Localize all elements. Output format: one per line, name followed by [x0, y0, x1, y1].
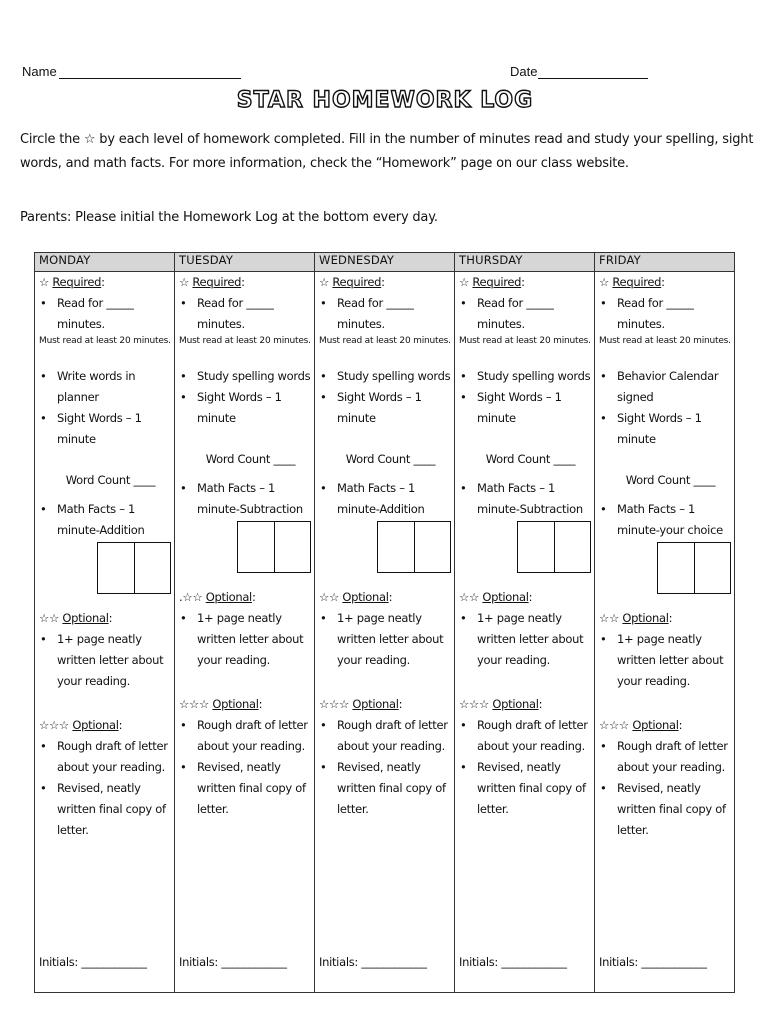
- letter-item: • 1+ page neatly written letter about your reading.: [55, 629, 174, 692]
- word-count-field[interactable]: Word Count ____: [625, 473, 716, 487]
- day-header: THURSDAY: [455, 253, 595, 272]
- math-facts-item: • Math Facts – 1 minute-your choice: [615, 499, 734, 541]
- letter-item: • 1+ page neatly written letter about your reading.: [615, 629, 734, 692]
- required-label: Required: [472, 275, 522, 289]
- reading-note: Must read at least 20 minutes.: [319, 336, 451, 346]
- word-count-field[interactable]: Word Count ____: [205, 452, 296, 466]
- read-minutes-item[interactable]: • Read for _____ minutes.: [335, 293, 454, 335]
- optional-2-stars[interactable]: ☆☆: [459, 590, 480, 604]
- required-list: [35, 293, 174, 335]
- optional-3-stars[interactable]: ☆☆☆: [39, 718, 70, 732]
- sight-words-item: • Sight Words – 1 minute: [335, 387, 454, 429]
- math-list: [595, 499, 734, 541]
- optional-3-stars[interactable]: ☆☆☆: [179, 697, 210, 711]
- optional-3-stars[interactable]: ☆☆☆: [459, 697, 490, 711]
- day-header: TUESDAY: [175, 253, 315, 272]
- final-copy-item: • Revised, neatly written final copy of letter.: [195, 757, 314, 820]
- score-boxes[interactable]: [377, 521, 451, 573]
- day-header: FRIDAY: [595, 253, 735, 272]
- optional-label: Optional: [632, 718, 679, 732]
- optional-3-list: [455, 715, 594, 820]
- day-columns-row: [35, 272, 735, 993]
- reading-note: Must read at least 20 minutes.: [599, 336, 731, 346]
- read-minutes-item[interactable]: • Read for _____ minutes.: [55, 293, 174, 335]
- task-item: • Behavior Calendar signed: [615, 366, 734, 408]
- name-field[interactable]: [22, 64, 241, 79]
- sight-words-item: • Sight Words – 1 minute: [475, 387, 594, 429]
- letter-item: • 1+ page neatly written letter about your reading.: [475, 608, 594, 671]
- final-copy-item: • Revised, neatly written final copy of letter.: [55, 778, 174, 841]
- task-list: [175, 366, 314, 429]
- reading-note: Must read at least 20 minutes.: [39, 336, 171, 346]
- optional-label: Optional: [352, 697, 399, 711]
- score-box[interactable]: [238, 522, 274, 572]
- task-list: [595, 366, 734, 450]
- required-stars[interactable]: ☆: [599, 275, 610, 289]
- optional-3-list: [175, 715, 314, 820]
- rough-draft-item: • Rough draft of letter about your reading.: [475, 715, 594, 757]
- sight-words-item: • Sight Words – 1 minute: [615, 408, 734, 450]
- optional-label: Optional: [72, 718, 119, 732]
- score-boxes[interactable]: [517, 521, 591, 573]
- optional-2-list: [175, 608, 314, 671]
- task-item: • Study spelling words: [475, 366, 594, 387]
- math-facts-item: • Math Facts – 1 minute-Subtraction: [475, 478, 594, 520]
- required-list: [175, 293, 314, 335]
- parents-note: Parents: Please initial the Homework Log at the bottom every day.: [20, 210, 438, 225]
- optional-2-stars[interactable]: ☆☆: [39, 611, 60, 625]
- math-list: [175, 478, 314, 520]
- task-item: • Write words in planner: [55, 366, 174, 408]
- reading-note: Must read at least 20 minutes.: [179, 336, 311, 346]
- final-copy-item: • Revised, neatly written final copy of letter.: [475, 757, 594, 820]
- rough-draft-item: • Rough draft of letter about your reading.: [335, 715, 454, 757]
- initials-field[interactable]: Initials: ____________: [39, 955, 147, 969]
- letter-item: • 1+ page neatly written letter about your reading.: [335, 608, 454, 671]
- math-facts-item: • Math Facts – 1 minute-Addition: [335, 478, 454, 520]
- initials-field[interactable]: Initials: ____________: [599, 955, 707, 969]
- math-facts-item: • Math Facts – 1 minute-Addition: [55, 499, 174, 541]
- date-line[interactable]: [538, 64, 648, 79]
- score-boxes[interactable]: [97, 542, 171, 594]
- homework-log-table: [34, 252, 735, 993]
- optional-2-heading: .☆☆ Optional:: [179, 590, 256, 604]
- task-list: [35, 366, 174, 450]
- required-heading: ☆ Required:: [319, 275, 385, 289]
- required-heading: ☆ Required:: [599, 275, 665, 289]
- sight-words-item: • Sight Words – 1 minute: [195, 387, 314, 429]
- optional-2-heading: ☆☆ Optional:: [599, 611, 673, 625]
- rough-draft-item: • Rough draft of letter about your reading.: [195, 715, 314, 757]
- day-header: MONDAY: [35, 253, 175, 272]
- day-column: [315, 272, 455, 993]
- required-heading: ☆ Required:: [179, 275, 245, 289]
- optional-3-stars[interactable]: ☆☆☆: [599, 718, 630, 732]
- required-list: [595, 293, 734, 335]
- optional-2-list: [315, 608, 454, 671]
- score-box[interactable]: [518, 522, 554, 572]
- math-list: [35, 499, 174, 541]
- optional-2-heading: ☆☆ Optional:: [459, 590, 533, 604]
- required-label: Required: [52, 275, 102, 289]
- optional-3-heading: ☆☆☆ Optional:: [39, 718, 123, 732]
- day-column: [455, 272, 595, 993]
- required-stars[interactable]: ☆: [179, 275, 190, 289]
- score-box[interactable]: [694, 543, 731, 593]
- task-item: • Study spelling words: [335, 366, 454, 387]
- name-line[interactable]: [59, 64, 241, 79]
- optional-label: Optional: [482, 590, 529, 604]
- read-minutes-item[interactable]: • Read for _____ minutes.: [475, 293, 594, 335]
- optional-2-stars[interactable]: .☆☆: [179, 590, 203, 604]
- task-list: [455, 366, 594, 429]
- initials-field[interactable]: Initials: ____________: [179, 955, 287, 969]
- score-boxes[interactable]: [237, 521, 311, 573]
- optional-3-heading: ☆☆☆ Optional:: [319, 697, 403, 711]
- optional-label: Optional: [62, 611, 109, 625]
- required-label: Required: [332, 275, 382, 289]
- score-box[interactable]: [378, 522, 414, 572]
- letter-item: • 1+ page neatly written letter about your reading.: [195, 608, 314, 671]
- day-header-row: [35, 253, 735, 272]
- optional-2-list: [595, 629, 734, 692]
- rough-draft-item: • Rough draft of letter about your reading.: [55, 736, 174, 778]
- day-header: WEDNESDAY: [315, 253, 455, 272]
- task-item: • Study spelling words: [195, 366, 314, 387]
- day-column: [595, 272, 735, 993]
- word-count-field[interactable]: Word Count ____: [65, 473, 156, 487]
- optional-2-list: [455, 608, 594, 671]
- score-box[interactable]: [414, 522, 451, 572]
- read-minutes-item[interactable]: • Read for _____ minutes.: [615, 293, 734, 335]
- name-label: Name: [22, 64, 57, 79]
- optional-3-list: [595, 736, 734, 841]
- required-stars[interactable]: ☆: [39, 275, 50, 289]
- optional-2-stars[interactable]: ☆☆: [599, 611, 620, 625]
- optional-label: Optional: [205, 590, 252, 604]
- optional-2-list: [35, 629, 174, 692]
- optional-2-heading: ☆☆ Optional:: [319, 590, 393, 604]
- score-boxes[interactable]: [657, 542, 731, 594]
- reading-note: Must read at least 20 minutes.: [459, 336, 591, 346]
- read-minutes-item[interactable]: • Read for _____ minutes.: [195, 293, 314, 335]
- required-heading: ☆ Required:: [459, 275, 525, 289]
- score-box[interactable]: [98, 543, 134, 593]
- day-column: [175, 272, 315, 993]
- instructions-text: Circle the ☆ by each level of homework completed. Fill in the number of minutes read and study your spelling, sight words, and math facts. For more information, check the “Homework” page on our class website.: [20, 132, 754, 171]
- final-copy-item: • Revised, neatly written final copy of letter.: [615, 778, 734, 841]
- optional-3-heading: ☆☆☆ Optional:: [459, 697, 543, 711]
- required-stars[interactable]: ☆: [319, 275, 330, 289]
- required-label: Required: [192, 275, 242, 289]
- required-list: [455, 293, 594, 335]
- optional-label: Optional: [342, 590, 389, 604]
- date-field[interactable]: [510, 64, 648, 79]
- score-box[interactable]: [274, 522, 311, 572]
- optional-3-heading: ☆☆☆ Optional:: [599, 718, 683, 732]
- word-count-field[interactable]: Word Count ____: [485, 452, 576, 466]
- required-list: [315, 293, 454, 335]
- rough-draft-item: • Rough draft of letter about your reading.: [615, 736, 734, 778]
- optional-3-heading: ☆☆☆ Optional:: [179, 697, 263, 711]
- required-heading: ☆ Required:: [39, 275, 105, 289]
- optional-2-heading: ☆☆ Optional:: [39, 611, 113, 625]
- final-copy-item: • Revised, neatly written final copy of letter.: [335, 757, 454, 820]
- required-stars[interactable]: ☆: [459, 275, 470, 289]
- optional-3-stars[interactable]: ☆☆☆: [319, 697, 350, 711]
- score-box[interactable]: [658, 543, 694, 593]
- optional-label: Optional: [212, 697, 259, 711]
- score-box[interactable]: [134, 543, 171, 593]
- optional-label: Optional: [622, 611, 669, 625]
- optional-3-list: [315, 715, 454, 820]
- page-title: STAR HOMEWORK LOG: [236, 88, 534, 113]
- initials-field[interactable]: Initials: ____________: [319, 955, 427, 969]
- score-box[interactable]: [554, 522, 591, 572]
- word-count-field[interactable]: Word Count ____: [345, 452, 436, 466]
- day-column: [35, 272, 175, 993]
- math-list: [315, 478, 454, 520]
- math-list: [455, 478, 594, 520]
- initials-field[interactable]: Initials: ____________: [459, 955, 567, 969]
- sight-words-item: • Sight Words – 1 minute: [55, 408, 174, 450]
- date-label: Date: [510, 64, 538, 79]
- task-list: [315, 366, 454, 429]
- required-label: Required: [612, 275, 662, 289]
- math-facts-item: • Math Facts – 1 minute-Subtraction: [195, 478, 314, 520]
- optional-label: Optional: [492, 697, 539, 711]
- optional-3-list: [35, 736, 174, 841]
- optional-2-stars[interactable]: ☆☆: [319, 590, 340, 604]
